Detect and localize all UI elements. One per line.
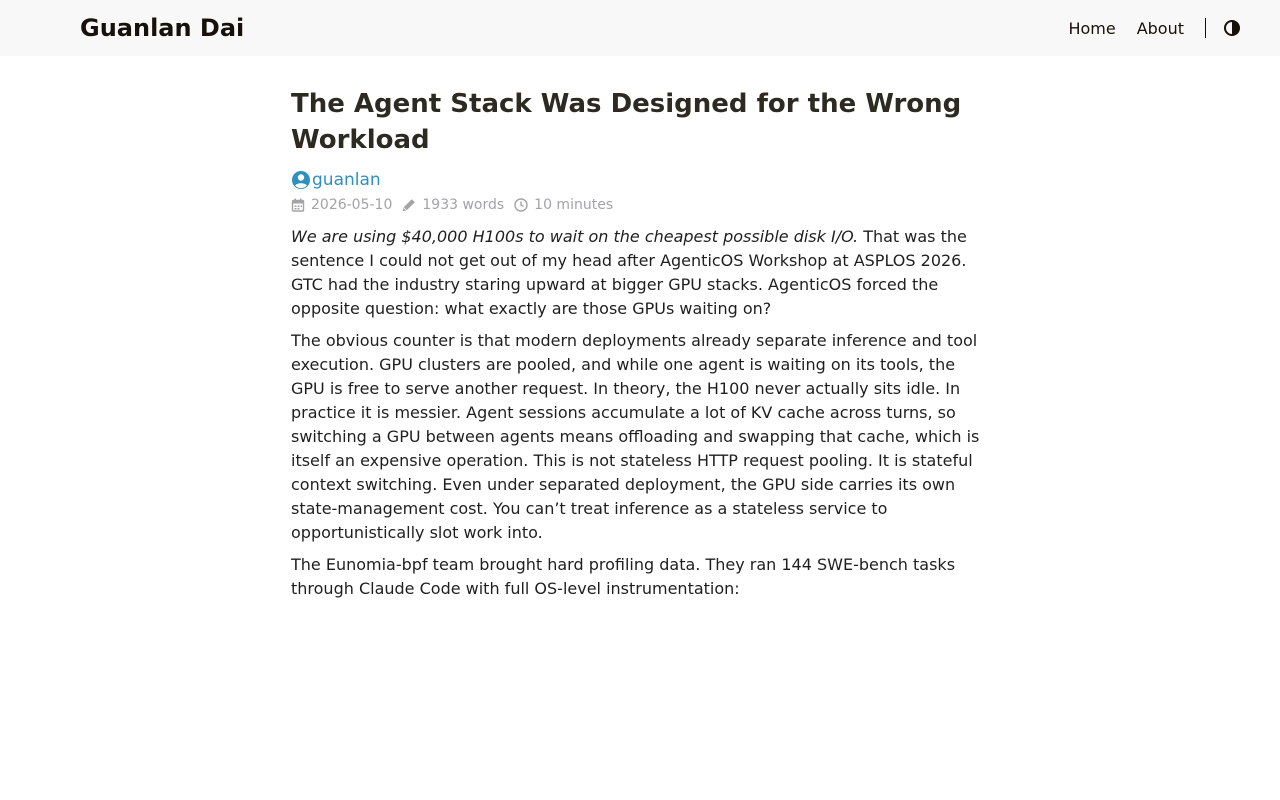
post-date-text: 2026-05-10 [311,197,393,213]
post-title: The Agent Stack Was Designed for the Wrong Workload [291,89,962,155]
theme-toggle-button[interactable] [1224,20,1240,36]
calendar-icon [291,198,305,212]
reading-time-text: 10 minutes [534,197,614,213]
paragraph-text: That was the sentence I could not get out of my head after AgenticOS Workshop at ASPLOS 2026. GTC had the industry staring upward at bigger GPU stacks. AgenticOS forced the opposite question: what exactly are those GPUs waiting on? [291,227,967,318]
nav-divider [1205,18,1206,38]
post-meta [291,195,989,215]
site-header [0,0,1280,56]
post-word-count [402,195,504,215]
paragraph [291,225,986,321]
post-date [291,195,392,215]
paragraph: The obvious counter is that modern deployments already separate inference and tool execution. GPU clusters are pooled, and while one agent is waiting on its tools, the GPU is free to serve another request. In theory, the H100 never actually sits idle. In practice it is messier. Agent sessions accumulate a lot of KV cache across turns, so switching a GPU between agents means offloading and swapping that cache, which is itself an expensive operation. This is not stateless HTTP request pooling. It is stateful context switching. Even under separated deployment, the GPU side carries its own state-management cost. You can’t treat inference as a stateless service to opportunistically slot work into. [291,331,980,542]
clock-icon [514,198,528,212]
post-content [291,225,989,601]
user-circle-icon [291,170,311,190]
author-name[interactable]: guanlan [312,170,381,190]
post-reading-time [514,195,613,215]
post-article [291,86,989,609]
contrast-icon [1224,20,1240,36]
word-count-text: 1933 words [422,197,505,213]
site-title-link[interactable]: Guanlan Dai [80,14,245,42]
nav-about-link[interactable]: About [1136,18,1184,38]
nav-home-link[interactable]: Home [1068,18,1116,38]
paragraph-emphasis: We are using $40,000 H100s to wait on the cheapest possible disk I/O. [291,227,859,246]
paragraph: The Eunomia-bpf team brought hard profiling data. They ran 144 SWE-bench tasks through Claude Code with full OS-level instrumentation: [291,555,956,598]
main-nav [1047,0,1240,56]
pencil-icon [402,198,416,212]
post-author[interactable] [291,168,989,192]
